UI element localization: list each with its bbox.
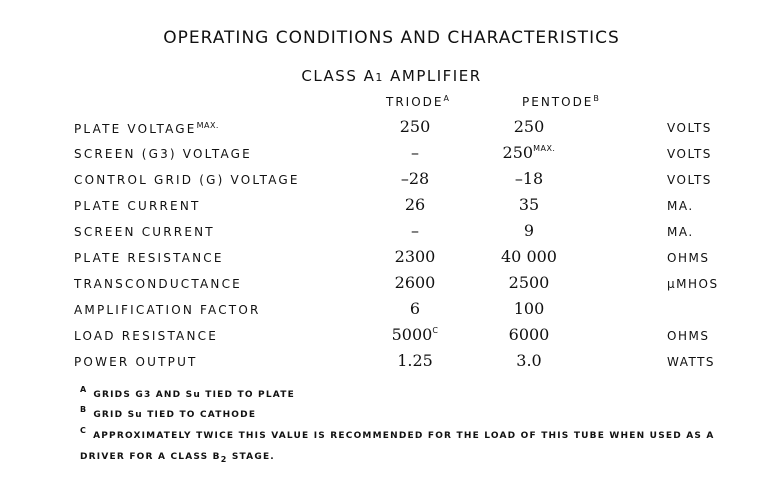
table-row: [0, 169, 783, 193]
column-label-triode: TRIODE: [386, 95, 444, 109]
parameter-name: TRANSCONDUCTANCE: [74, 277, 242, 291]
pentode-value-text: 40 000: [501, 247, 557, 266]
triode-value: [370, 143, 460, 162]
triode-value: [370, 117, 460, 136]
footnote-text: DRIVER FOR A CLASS B: [80, 452, 221, 462]
parameter-label: [74, 199, 201, 213]
table-row: [0, 221, 783, 245]
pentode-value-text: 35: [518, 195, 540, 214]
unit-label: MA.: [667, 225, 694, 239]
column-label-pentode: PENTODE: [522, 95, 594, 109]
parameter-name: POWER OUTPUT: [74, 355, 198, 369]
pentode-value-text: –18: [514, 169, 544, 188]
footnote: [80, 405, 257, 420]
subtitle-subscript: 1: [375, 71, 384, 84]
page-title: OPERATING CONDITIONS AND CHARACTERISTICS: [163, 28, 620, 48]
pentode-value-text: 2500: [508, 273, 550, 292]
pentode-value-note: MAX.: [533, 144, 556, 153]
pentode-value-text: 100: [513, 299, 545, 318]
parameter-label: [74, 251, 224, 265]
unit-label: OHMS: [667, 329, 710, 343]
pentode-value: [484, 325, 574, 344]
table-row: [0, 195, 783, 219]
footnote-text-end: STAGE.: [227, 452, 275, 462]
triode-value-note: C: [432, 326, 439, 335]
unit-label: VOLTS: [667, 147, 712, 161]
pentode-value-text: 3.0: [516, 351, 542, 370]
parameter-name: SCREEN CURRENT: [74, 225, 215, 239]
unit-label: WATTS: [667, 355, 716, 369]
unit-label: VOLTS: [667, 121, 712, 135]
table-row: [0, 117, 783, 141]
parameter-label: [74, 303, 261, 317]
pentode-value-text: 9: [523, 221, 535, 240]
parameter-name: LOAD RESISTANCE: [74, 329, 218, 343]
unit-label: MA.: [667, 199, 694, 213]
footnote-subscript: 2: [220, 454, 228, 464]
column-note-pentode: B: [593, 94, 599, 103]
parameter-name: PLATE RESISTANCE: [74, 251, 224, 265]
triode-value-text: 2600: [394, 273, 436, 292]
pentode-value: [484, 195, 574, 214]
table-row: [0, 143, 783, 167]
triode-value-text: –: [411, 221, 419, 240]
triode-value-text: 2300: [394, 247, 436, 266]
triode-value: [370, 273, 460, 292]
triode-value-text: 6: [409, 299, 421, 318]
parameter-label: [74, 329, 218, 343]
parameter-label: [74, 147, 252, 161]
triode-value: [370, 195, 460, 214]
pentode-value: [484, 299, 574, 318]
footnote-mark: C: [80, 426, 88, 435]
pentode-value: [484, 221, 574, 240]
pentode-value-text: 6000: [508, 325, 550, 344]
parameter-note: MAX.: [196, 121, 219, 130]
unit-label: OHMS: [667, 251, 710, 265]
footnote: [80, 385, 295, 400]
triode-value: [370, 351, 460, 370]
subtitle-main: CLASS A: [301, 67, 376, 85]
footnote-mark: B: [80, 405, 88, 414]
parameter-label: [74, 225, 215, 239]
triode-value-text: 250: [399, 117, 431, 136]
triode-value: [370, 221, 460, 240]
pentode-value: [484, 117, 574, 136]
column-header-triode: [386, 94, 449, 109]
unit-label: VOLTS: [667, 173, 712, 187]
footnote-text: GRID Su TIED TO CATHODE: [93, 410, 257, 420]
pentode-value: [484, 143, 574, 162]
table-row: [0, 299, 783, 323]
subtitle-rest: AMPLIFIER: [383, 67, 482, 85]
parameter-name: PLATE VOLTAGE: [74, 122, 197, 136]
column-note-triode: A: [443, 94, 449, 103]
parameter-label: [74, 173, 300, 187]
parameter-name: PLATE CURRENT: [74, 199, 201, 213]
footnote-text: APPROXIMATELY TWICE THIS VALUE IS RECOMMENDED FOR THE LOAD OF THIS TUBE WHEN USED AS A: [93, 431, 715, 441]
parameter-label: [74, 277, 242, 291]
column-header-pentode: [522, 94, 599, 109]
triode-value: [370, 247, 460, 266]
footnote-text: GRIDS G3 AND Su TIED TO PLATE: [93, 390, 295, 400]
parameter-name: CONTROL GRID (G) VOLTAGE: [74, 173, 300, 187]
pentode-value-text: 250: [502, 143, 534, 162]
triode-value: [370, 325, 460, 344]
triode-value: [370, 169, 460, 188]
pentode-value: [484, 169, 574, 188]
unit-label: µMHOS: [667, 277, 719, 291]
parameter-name: SCREEN (G3) VOLTAGE: [74, 147, 252, 161]
footnote: [80, 452, 275, 464]
parameter-name: AMPLIFICATION FACTOR: [74, 303, 261, 317]
pentode-value: [484, 273, 574, 292]
parameter-label: [74, 355, 198, 369]
page-subtitle: [0, 67, 783, 85]
pentode-value-text: 250: [513, 117, 545, 136]
triode-value-text: 1.25: [397, 351, 433, 370]
triode-value-text: –: [411, 143, 419, 162]
table-row: [0, 247, 783, 271]
triode-value-text: 5000: [391, 325, 433, 344]
table-row: [0, 273, 783, 297]
parameter-label: [74, 121, 219, 136]
pentode-value: [484, 247, 574, 266]
table-row: [0, 325, 783, 349]
triode-value-text: 26: [404, 195, 426, 214]
pentode-value: [484, 351, 574, 370]
triode-value-text: –28: [400, 169, 430, 188]
footnote: [80, 426, 715, 441]
triode-value: [370, 299, 460, 318]
footnote-mark: A: [80, 385, 88, 394]
table-row: [0, 351, 783, 375]
